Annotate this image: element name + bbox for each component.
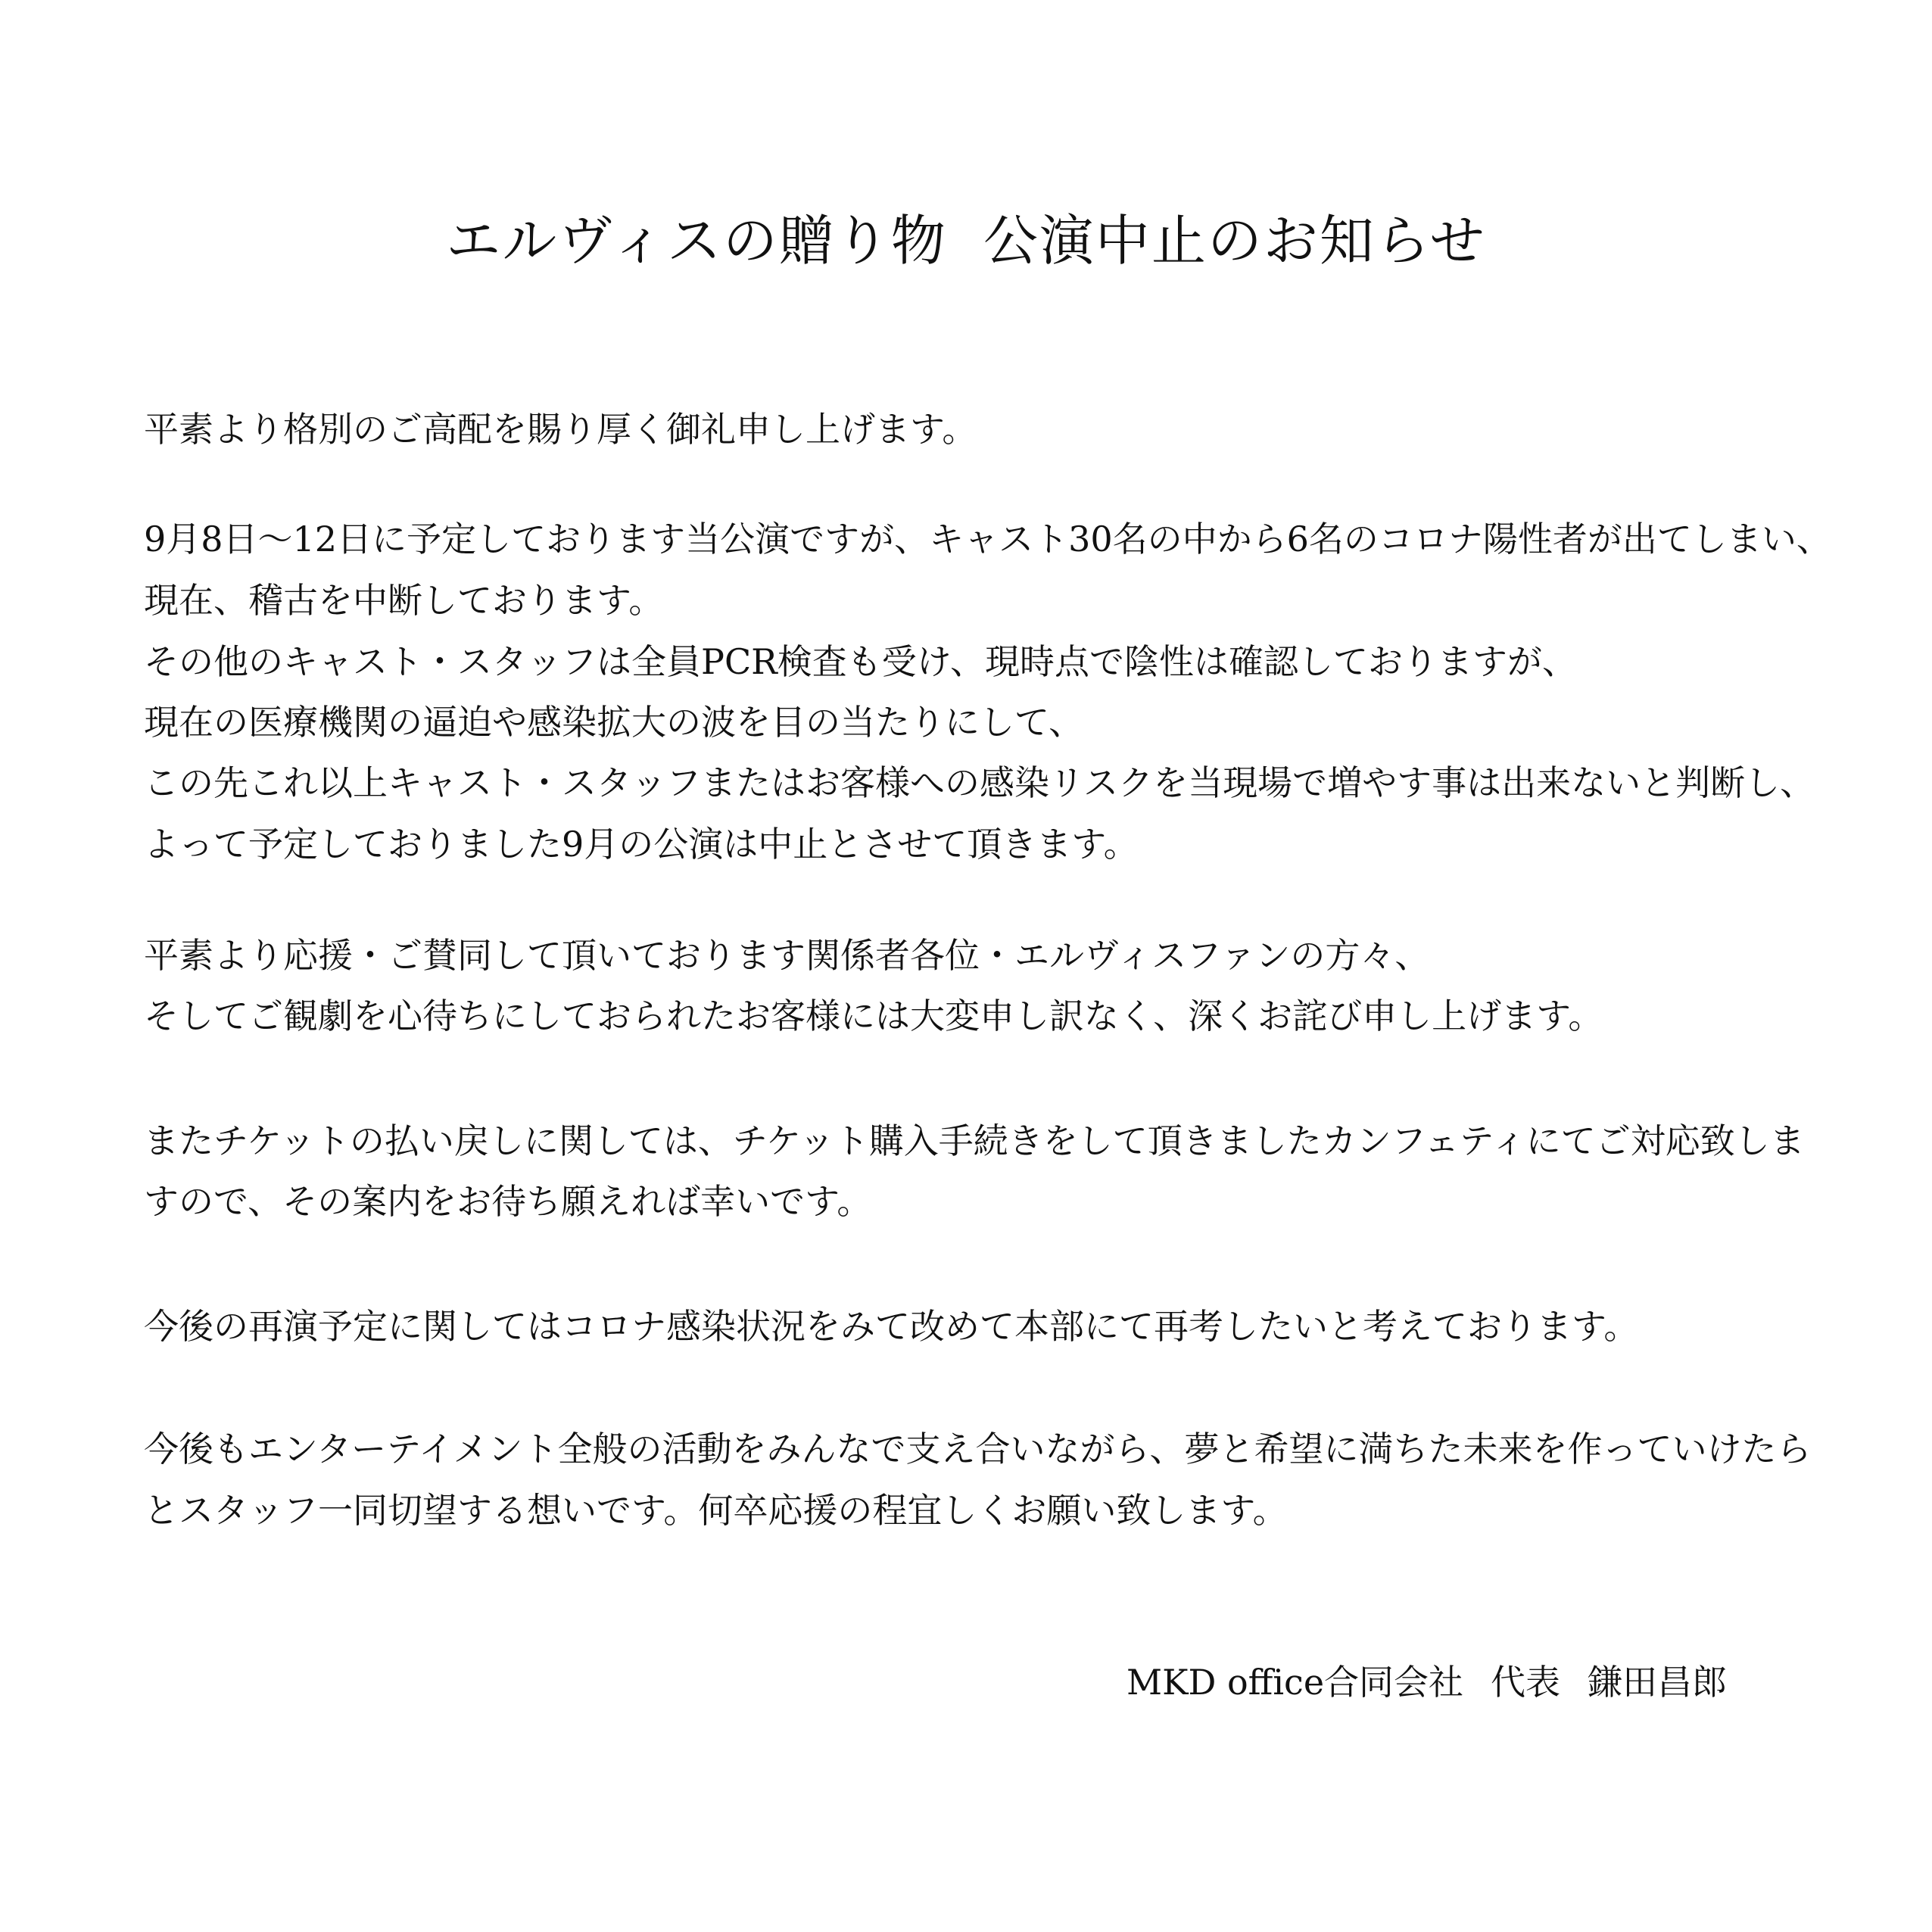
paragraph-2-line-1: 平素より応援・ご賛同して頂いております関係者各位・エルヴィスファンの方々、 [144, 935, 1430, 976]
notice-title [0, 203, 1932, 279]
paragraph-1-line-1: 9月8日～12日に予定しております当公演ですが、キャスト30名の中から6名のコロナ陽性者が出てしまい、 [144, 519, 1831, 559]
greeting-line: 平素より格別のご高配を賜り厚く御礼申し上げます。 [144, 409, 977, 450]
paragraph-1-line-2: 現在、稽古を中断しております。 [144, 580, 664, 621]
paragraph-3-line-1: またチケットの払い戻しに関しては、チケット購入手続きをして頂きましたカンフェティにてご対応致しま [144, 1120, 1805, 1161]
title-play-name: エルヴィスの贈り物 [446, 209, 947, 273]
paragraph-1-line-5: この先これ以上キャスト・スタッフまたはお客様への感染リスクを当現場で増やす事は出来ないと判断し、 [144, 762, 1815, 803]
signature [1126, 1652, 1727, 1712]
paragraph-2-line-2: そしてご観劇を心待ちにしておられたお客様には大変申し訳なく、深くお詫び申し上げます。 [144, 996, 1603, 1036]
signature-name: 鎌田昌郎 [1588, 1662, 1728, 1703]
signature-role: 代表 [1491, 1662, 1561, 1703]
paragraph-5-line-1: 今後もエンターテイメント全般の活動をみんなで支え合いながら、夢と希望に満ちた未来を作っていけたら [144, 1429, 1812, 1469]
paragraph-3-line-2: すので、その案内をお待ち願えれば幸いです。 [144, 1181, 872, 1222]
paragraph-1-line-6: よって予定しておりました9月の公演は中止とさせて頂きます。 [144, 824, 1139, 865]
title-cancellation: 公演中止のお知らせ [983, 209, 1486, 273]
paragraph-1-line-4: 現在の医療機関の逼迫や感染拡大の波を目の当たりにして、 [144, 702, 1084, 743]
paragraph-5-line-2: とスタッフ一同切望する想いです。何卒応援の程宜しくお願い致します。 [144, 1490, 1288, 1531]
signature-company: MKD office合同会社 [1126, 1662, 1464, 1703]
paragraph-1-line-3: その他のキャスト・スタッフは全員PCR検査も受け、現時点で陰性は確認しておりますが、 [144, 641, 1577, 682]
paragraph-4-line-1: 今後の再演予定に関してはコロナ感染状況をみて改めて本部にて再考したいと考えております。 [144, 1306, 1639, 1347]
